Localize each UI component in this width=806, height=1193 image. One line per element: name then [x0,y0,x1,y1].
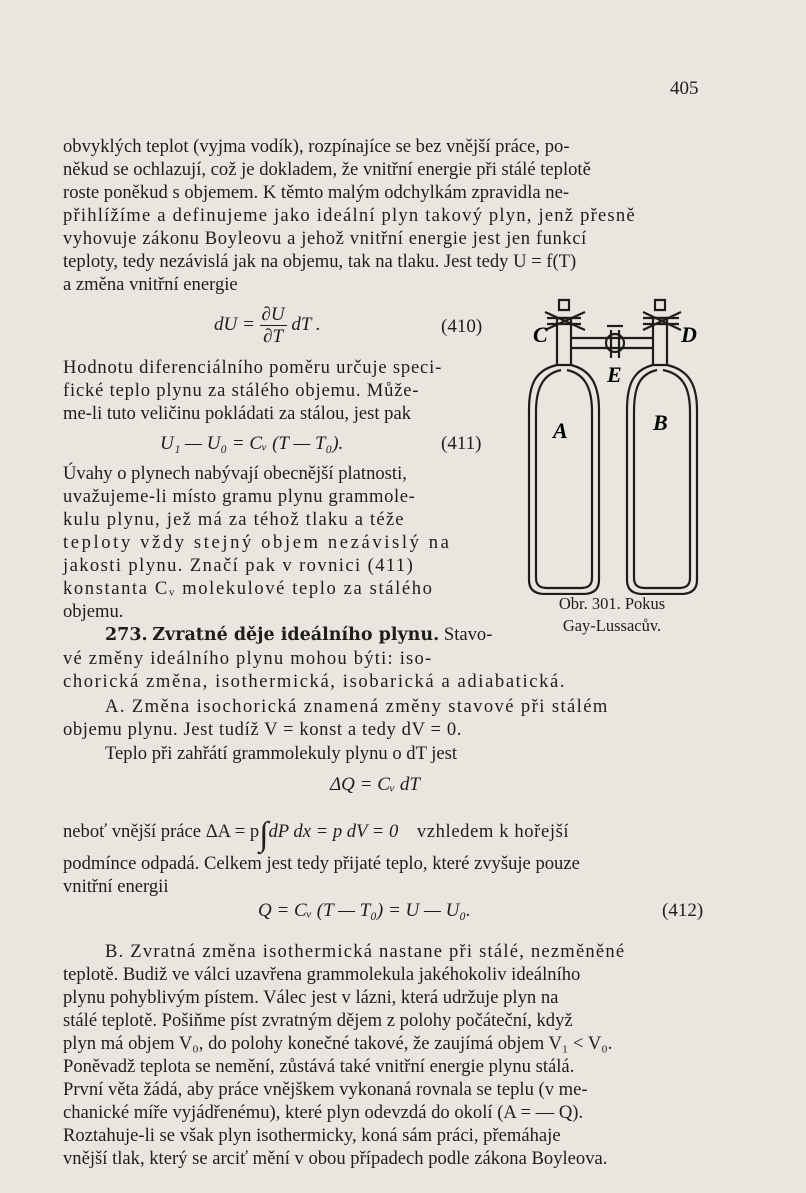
text-line: konstanta Cᵥ molekulové teplo za stálého [63,578,434,599]
text-line: roste poněkud s objemem. K těmto malým odchylkám zpravidla ne- [63,182,570,203]
eq-rhs: dT . [291,313,321,335]
text-line: fické teplo plynu za stálého objemu. Může- [63,380,420,401]
section-number: 273. [105,625,148,645]
caption-line: Gay-Lussacův. [562,616,662,635]
equation-dQ: ΔQ = Cᵥ dT [330,774,420,795]
fraction-numerator: ∂U [261,304,285,325]
text-line: Roztahuje-li se však plyn isothermicky, koná sám práci, přemáhaje [63,1125,561,1146]
caption-line: Obr. 301. Pokus [558,594,666,613]
integral-sign: ∫ [259,816,269,853]
section-text: Stavo- [443,624,493,645]
text-line: plynu pohyblivým pístem. Válec jest v lázni, která udržuje plyn na [63,987,559,1008]
equation-number: (412) [662,900,704,921]
work-tail: vzhledem k hořejší [416,821,570,842]
text-line: vnější tlak, který se arciť mění v obou případech podle zákona Boyleova. [63,1148,608,1169]
label-C: C [533,322,548,347]
text-line: stálé teplotě. Pošiňme píst zvratným dějem z polohy počáteční, když [63,1010,573,1031]
text-line: Úvahy o plynech nabývají obecnější platnosti, [63,463,407,484]
section-heading [105,624,492,647]
section-title: Zvratné děje ideálního plynu. [152,625,440,645]
label-D: D [681,322,697,347]
text-line: me-li tuto veličinu pokládati za stálou, jest pak [63,403,412,424]
equation-number: (410) [441,316,483,337]
text-line: teplotě. Budiž ve válci uzavřena grammolekula jakéhokoliv ideálního [63,964,581,985]
equation-number: (411) [441,433,482,454]
text-line: Poněvadž teplota se nemění, zůstává také vnitřní energie plynu stálá. [63,1056,575,1077]
text-line: chorická změna, isothermická, isobarická a adiabatická. [63,671,567,692]
label-B: B [653,410,668,435]
text-line: Teplo při zahřátí grammolekuly plynu o dT jest [105,743,458,764]
work-left: neboť vnější práce ΔA = p [63,821,260,842]
text-line: uvažujeme-li místo gramu plynu grammole- [63,486,416,507]
equation-410 [214,304,321,347]
text-line: obvyklých teplot (vyjma vodík), rozpínajíce se bez vnější práce, po- [63,136,570,157]
equation-412: Q = Cᵥ (T — T₀) = U — U₀. [258,900,471,921]
eq-lhs: dU = [214,313,255,335]
figure-caption [522,593,702,637]
text-line: A. Změna isochorická znamená změny stavové při stálém [105,696,609,717]
text-line: vyhovuje zákonu Boyleovu a jehož vnitřní energie jest jen funkcí [63,228,587,249]
text-line: plyn má objem V₀, do polohy konečné takové, že zaujímá objem V₁ < V₀. [63,1033,613,1054]
text-line: přihlížíme a definujeme jako ideální plyn takový plyn, jenž přesně [63,205,636,226]
work-line [63,816,570,853]
work-right: dP dx = p dV = 0 [268,821,399,842]
text-line: někud se ochlazují, což je dokladem, že vnitřní energie při stálé teplotě [63,159,591,180]
text-line: B. Zvratná změna isothermická nastane při stálé, nezměněné [105,941,626,962]
partial-fraction [260,304,287,347]
text-line: První věta žádá, aby práce vnějškem vykonaná rovnala se teplu (v me- [63,1079,588,1100]
fraction-denominator: ∂T [263,326,284,347]
text-line: chanické míře vyjádřenému), které plyn odevzdá do okolí (A = — Q). [63,1102,584,1123]
text-line: podmínce odpadá. Celkem jest tedy přijaté teplo, které zvyšuje pouze [63,853,580,874]
text-line: vé změny ideálního plynu mohou býti: iso- [63,648,433,669]
text-line: objemu. [63,601,124,622]
label-E: E [607,362,622,387]
text-line: a změna vnitřní energie [63,274,238,295]
label-A: A [553,418,568,443]
text-line: jakosti plynu. Značí pak v rovnici (411) [63,555,415,576]
text-line: teploty, tedy nezávislá jak na objemu, tak na tlaku. Jest tedy U = f(T) [63,251,577,272]
text-line: objemu plynu. Jest tudíž V = konst a tedy dV = 0. [63,719,462,740]
equation-411: U₁ — U₀ = Cᵥ (T — T₀). [160,433,344,454]
text-line: teploty vždy stejný objem nezávislý na [63,532,452,553]
text-line: kulu plynu, jež má za téhož tlaku a téže [63,509,405,530]
page-number: 405 [670,78,699,99]
text-line: Hodnotu diferenciálního poměru určuje speci- [63,357,443,378]
figure-gay-lussac-apparatus [515,290,715,595]
text-line: vnitřní energii [63,876,169,897]
